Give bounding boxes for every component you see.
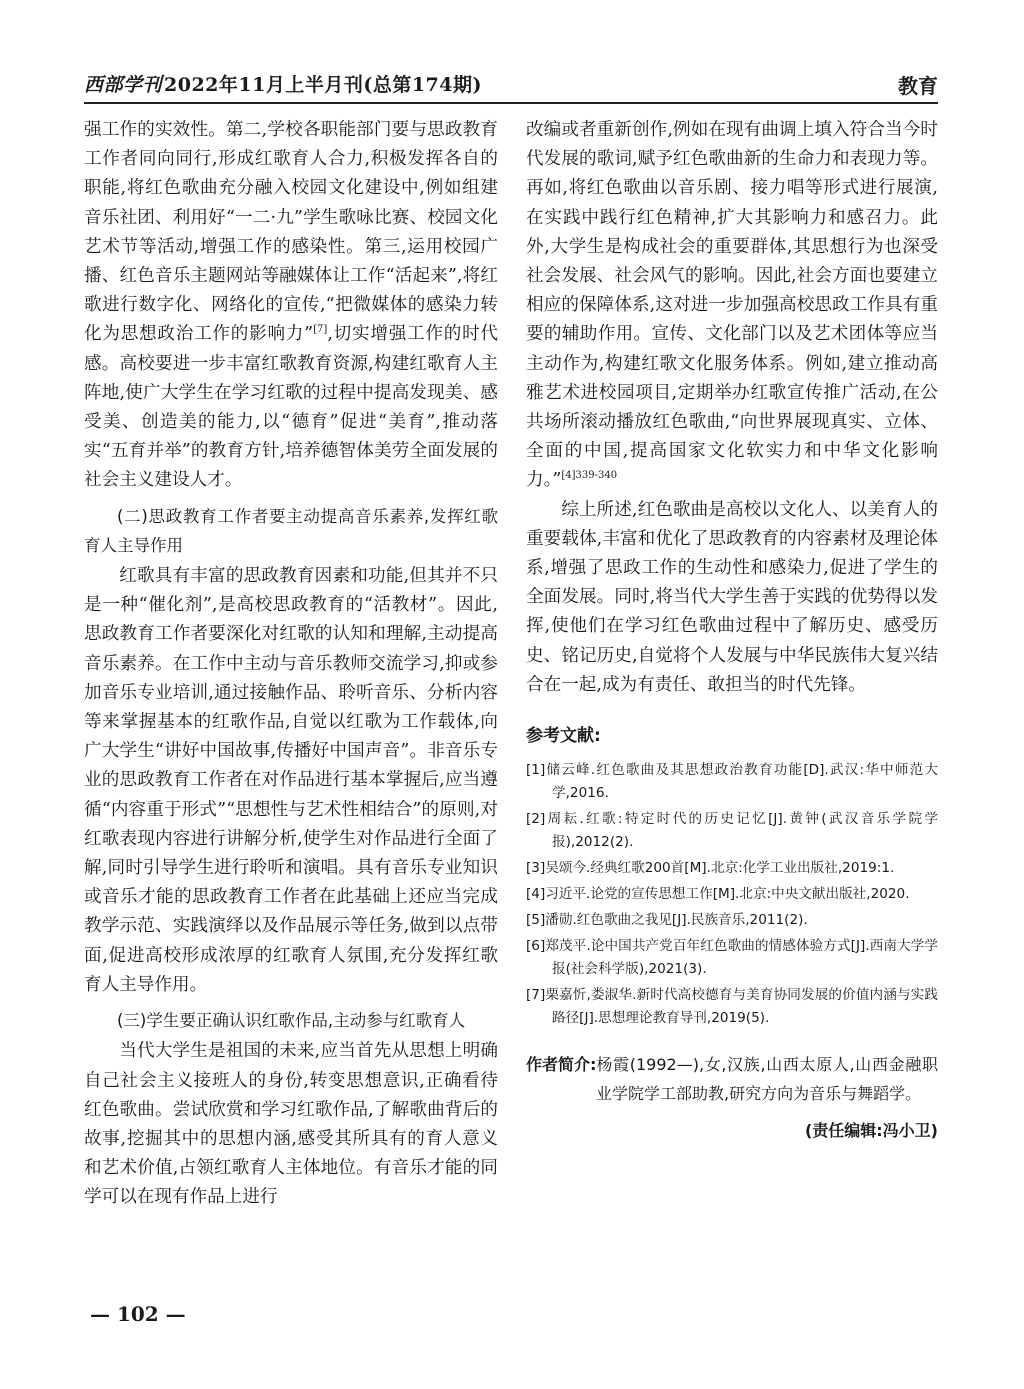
section-heading: (三)学生要正确认识红歌作品,主动参与红歌育人 [117, 1011, 466, 1031]
references-title: 参考文献: [526, 726, 601, 747]
issue-label: 2022年11月上半月刊(总第174期) [164, 74, 482, 96]
paragraph: 当代大学生是祖国的未来,应当首先从思想上明确自己社会主义接班人的身份,转变思想意识,正确看待红色歌曲。尝试欣赏和学习红歌作品,了解歌曲背后的故事,挖掘其中的思想内涵,感受其所具有的育人意义和艺术价值,占领红歌育人主体地位。有音乐才能的同学可以在现有作品上进行 [84, 1041, 498, 1208]
journal-issue [84, 70, 482, 97]
citation: [7] [313, 324, 328, 336]
reference-item: [2]周耘.红歌:特定时代的历史记忆[J].黄钟(武汉音乐学院学报),2012(2). [526, 811, 938, 851]
paragraph-text: 强工作的实效性。第二,学校各职能部门要与思政教育工作者同向同行,形成红歌育人合力,积极发挥各自的职能,将红色歌曲充分融入校园文化建设中,例如组建音乐社团、利用好“一二·九”学生歌咏比赛、校园文化艺术节等活动,增强工作的感染性。第三,运用校园广播、红色音乐主题网站等融媒体让工作“活起来”,将红歌进行数字化、网络化的宣传,“把微媒体的感染力转化为思想政治工作的影响力” [84, 120, 498, 345]
reference-item: [7]栗嘉忻,娄淑华.新时代高校德育与美育协同发展的价值内涵与实践路径[J].思想理论教育导刊,2019(5). [526, 987, 938, 1027]
responsible-editor: (责任编辑:冯小卫) [804, 1121, 938, 1141]
paragraph-text: ,切实增强工作的时代感。高校要进一步丰富红歌教育资源,构建红歌育人主阵地,使广大学生在学习红歌的过程中提高发现美、感受美、创造美的能力,以“德育”促进“美育”,推动落实“五育并举”的教育方针,培养德智体美劳全面发展的社会主义建设人才。 [84, 324, 499, 491]
paragraph [526, 116, 938, 496]
paragraph: 综上所述,红色歌曲是高校以文化人、以美育人的重要载体,丰富和优化了思政教育的内容素材及理论体系,增强了思政工作的生动性和感染力,促进了学生的全面发展。同时,将当代大学生善于实践的优势得以发挥,使他们在学习红色歌曲过程中了解历史、感受历史、铭记历史,自觉将个人发展与中华民族伟大复兴结合在一起,成为有责任、敢担当的时代先锋。 [526, 499, 938, 695]
paragraph [84, 116, 498, 496]
citation: [4]339-340 [561, 470, 618, 482]
reference-item: [3]吴颂今.经典红歌200首[M].北京:化学工业出版社,2019:1. [526, 860, 895, 877]
paragraph-text: 改编或者重新创作,例如在现有曲调上填入符合当今时代发展的歌词,赋予红色歌曲新的生命力和表现力等。再如,将红色歌曲以音乐剧、接力唱等形式进行展演,在实践中践行红色精神,扩大其影响力和感召力。此外,大学生是构成社会的重要群体,其思想行为也深受社会发展、社会风气的影响。因此,社会方面也要建立相应的保障体系,这对进一步加强高校思政工作具有重要的辅助作用。宣传、文化部门以及艺术团体等应当主动作为,构建红歌文化服务体系。例如,建立推动高雅艺术进校园项目,定期举办红歌宣传推广活动,在公共场所滚动播放红色歌曲,“向世界展现真实、立体、全面的中国,提高国家文化软实力和中华文化影响力。” [526, 120, 938, 491]
reference-item: [1]储云峰.红色歌曲及其思想政治教育功能[D].武汉:华中师范大学,2016. [526, 762, 938, 802]
author-bio [526, 1050, 938, 1108]
reference-item: [5]潘勋.红色歌曲之我见[J].民族音乐,2011(2). [526, 912, 808, 929]
section-label: 教育 [898, 74, 938, 98]
author-bio-text: 杨霞(1992—),女,汉族,山西太原人,山西金融职业学院学工部助教,研究方向为音乐与舞蹈学。 [596, 1055, 938, 1104]
page-header [84, 62, 938, 104]
page-number: — 102 — [90, 1302, 186, 1326]
right-column [526, 116, 938, 1145]
author-bio-label: 作者简介: [526, 1055, 597, 1075]
left-column [84, 116, 498, 1213]
paragraph: 红歌具有丰富的思政教育因素和功能,但其并不只是一种“催化剂”,是高校思政教育的“活教材”。因此,思政教育工作者要深化对红歌的认知和理解,主动提高音乐素养。在工作中主动与音乐教师交流学习,抑或参加音乐专业培训,通过接触作品、聆听音乐、分析内容等来掌握基本的红歌作品,自觉以红歌为工作载体,向广大学生“讲好中国故事,传播好中国声音”。非音乐专业的思政教育工作者在对作品进行基本掌握后,应当遵循“内容重于形式”“思想性与艺术性相结合”的原则,对红歌表现内容进行讲解分析,使学生对作品进行全面了解,同时引导学生进行聆听和演唱。具有音乐专业知识或音乐才能的思政教育工作者在此基础上还应当完成教学示范、实践演绎以及作品展示等任务,做到以点带面,促进高校形成浓厚的红歌育人氛围,充分发挥红歌育人主导作用。 [84, 566, 498, 995]
journal-logo: 西部学刊 [84, 74, 163, 96]
section-heading: (二)思政教育工作者要主动提高音乐素养,发挥红歌育人主导作用 [84, 506, 498, 555]
reference-item: [6]郑茂平.论中国共产党百年红色歌曲的情感体验方式[J].西南大学学报(社会科学版),2021(3). [526, 938, 938, 978]
reference-item: [4]习近平.论党的宣传思想工作[M].北京:中央文献出版社,2020. [526, 886, 910, 903]
